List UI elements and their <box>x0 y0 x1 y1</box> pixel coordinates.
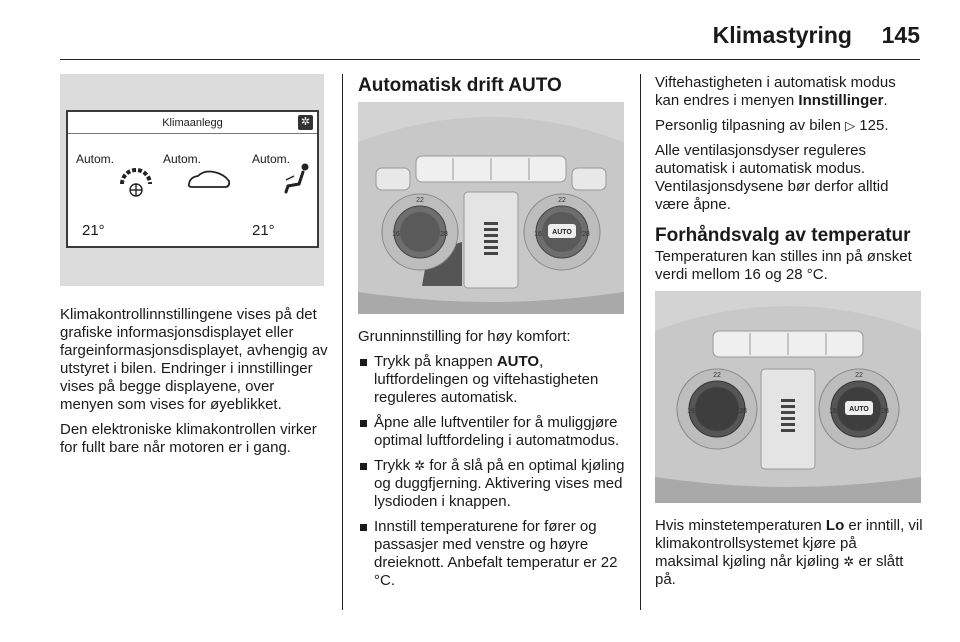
scale-left-low: 16 <box>392 231 400 238</box>
seat-airflow-icon <box>282 162 312 198</box>
list-item: Åpne alle luftventiler for å muliggjøre optimal luftfordeling i automatmodus. <box>358 414 626 450</box>
header-title: Klimastyring <box>712 22 852 48</box>
auto-button-label: AUTO <box>552 229 572 236</box>
paragraph: Viftehastigheten i automatisk modus kan endres i menyen Innstillinger. <box>655 74 896 109</box>
section-heading-temperature: Forhåndsvalg av temperatur <box>655 225 911 246</box>
paragraph: Den elektroniske klimakontrollen virker for fullt bare når motoren er i gang. <box>60 421 317 456</box>
car-airflow-icon <box>186 168 232 192</box>
display-label-seat: Autom. <box>252 152 291 166</box>
page-number: 145 <box>881 22 920 48</box>
display-temp-right: 21° <box>252 222 275 239</box>
scale-left-low: 16 <box>687 408 695 415</box>
climate-display-figure <box>60 74 324 286</box>
list-item: Trykk på knappen AUTO, luftfordelingen og viftehastigheten reguleres automatisk. <box>358 353 626 407</box>
section-heading-auto: Automatisk drift AUTO <box>358 75 562 96</box>
paragraph: Personlig tilpasning av bilen ▷ 125. <box>655 117 889 134</box>
fan-icon <box>118 168 154 198</box>
scale-right-low: 16 <box>534 231 542 238</box>
display-screen <box>66 110 319 248</box>
scale-right-low: 16 <box>829 408 837 415</box>
scale-right-mid: 22 <box>558 197 566 204</box>
column-rule <box>640 74 641 610</box>
ac-icon: ✲ <box>843 554 855 569</box>
list-item: Innstill temperaturene for fører og passasjer med venstre og høyre dreieknott. Anbefalt temperatur er 22 °C. <box>358 518 626 590</box>
column-rule <box>342 74 343 610</box>
paragraph: Temperaturen kan stilles inn på ønsket verdi mellom 16 og 28 °C. <box>655 248 912 283</box>
paragraph: Alle ventilasjonsdyser reguleres automatisk i automatisk modus. Ventilasjonsdysene bør derfor alltid være åpne. <box>655 142 889 213</box>
display-temp-left: 21° <box>82 222 105 239</box>
paragraph: Hvis minstetemperaturen Lo er inntill, vil klimakontrollsystemet kjøre på maksimal kjøling når kjøling ✲ er slått på. <box>655 517 923 588</box>
scale-right-high: 28 <box>582 231 590 238</box>
column-2 <box>358 74 626 597</box>
scale-left-high: 28 <box>739 408 747 415</box>
ac-icon: ✲ <box>414 458 426 473</box>
list-item: Trykk ✲ for å slå på en optimal kjøling og duggfjerning. Aktivering vises med lysdioden i knappen. <box>358 457 626 511</box>
paragraph: Klimakontrollinnstillingene vises på det grafiske informasjonsdisplayet eller fargeinformasjonsdisplayet, avhengig av utstyret i bilen. Endringer i innstillinger vises på begge displayene, over menyen som vises for øyeblikket. <box>60 306 328 413</box>
display-title: Klimaanlegg <box>68 112 317 134</box>
climate-panel-figure <box>358 102 624 314</box>
column-3 <box>655 74 923 596</box>
paragraph: Grunninnstilling for høy komfort: <box>358 328 571 345</box>
settings-icon: ✲ <box>298 115 313 130</box>
scale-right-mid: 22 <box>855 372 863 379</box>
reference-icon: ▷ <box>845 118 856 133</box>
scale-left-high: 28 <box>440 231 448 238</box>
scale-right-high: 28 <box>881 408 889 415</box>
column-1 <box>60 74 328 464</box>
auto-button-label: AUTO <box>849 406 869 413</box>
climate-panel-figure-2 <box>655 291 921 503</box>
scale-left-mid: 22 <box>713 372 721 379</box>
display-label-distribution: Autom. <box>163 152 202 166</box>
scale-left-mid: 22 <box>416 197 424 204</box>
page-header <box>60 14 920 60</box>
display-label-fan: Autom. <box>76 152 115 166</box>
bullet-list <box>358 353 626 590</box>
